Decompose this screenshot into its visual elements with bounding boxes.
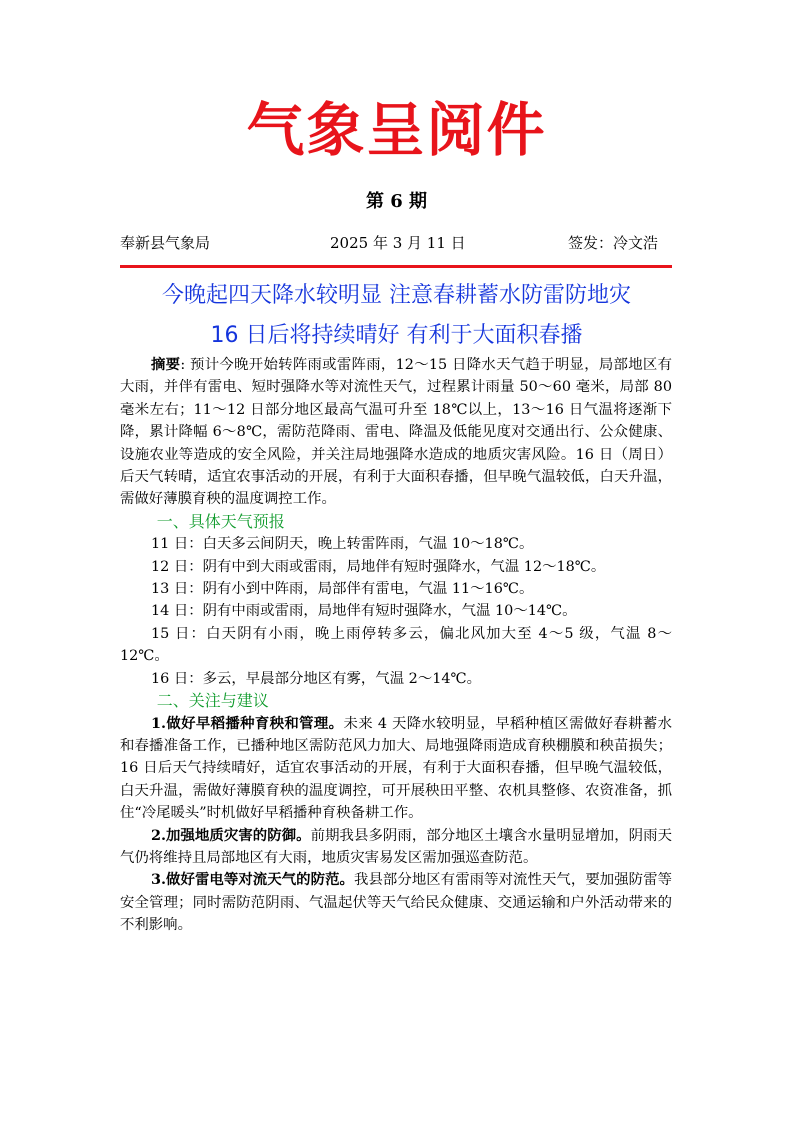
issue-number: 第 6 期 bbox=[365, 191, 428, 212]
signer: 签发：冷文浩 bbox=[568, 234, 659, 252]
issuing-organization: 奉新县气象局 bbox=[120, 234, 211, 252]
advice-lead: 2.加强地质灾害的防御。 bbox=[150, 826, 311, 844]
forecast-day-11: 11 日：白天多云间阴天，晚上转雷阵雨，气温 10～18℃。 bbox=[150, 536, 534, 553]
advice-text: 我县部分地区有雷雨等对流性天气，要加强防雷等安全管理；同时需防范阴雨、气温起伏等天气给民众健康、交通运输和户外活动带来的不利影响。 bbox=[120, 872, 672, 934]
forecast-day-13: 13 日：阴有小到中阵雨，局部伴有雷电，气温 11～16℃。 bbox=[150, 581, 534, 598]
advice-text: 未来 4 天降水较明显，早稻种植区需做好春耕蓄水和春播准备工作，已播种地区需防范风力加大、局地强降雨造成育秧棚膜和秧苗损失；16 日后天气持续晴好，适宜农事活动的开展，有利于大面积春播，但早晚气温较低，白天升温，需做好薄膜育秧的温度调控，可开展秧田平整、农机具整修、农资准备，抓住“冷尾暖头”时机做好早稻播种育秧备耕工作。 bbox=[120, 715, 673, 822]
forecast-day-12: 12 日：阴有中到大雨或雷雨，局地伴有短时强降水，气温 12～18℃。 bbox=[150, 558, 606, 575]
summary-label: 摘要 bbox=[150, 356, 181, 373]
advice-text: 前期我县多阴雨，部分地区土壤含水量明显增加，阴雨天气仍将维持且局部地区有大雨，地质灾害易发区需加强巡查防范。 bbox=[120, 827, 672, 866]
headline-line-2: 16 日后将持续晴好 有利于大面积春播 bbox=[210, 323, 583, 348]
article-body bbox=[120, 354, 672, 937]
forecast-day-14: 14 日：阴有中雨或雷雨，局地伴有短时强降水，气温 10～14℃。 bbox=[150, 603, 577, 620]
section-heading-forecast: 一、具体天气预报 bbox=[156, 511, 285, 531]
headline-line-1: 今晚起四天降水较明显 注意春耕蓄水防雷防地灾 bbox=[162, 283, 631, 308]
masthead-title: 气象呈阅件 bbox=[246, 96, 547, 164]
advice-item-2 bbox=[120, 825, 672, 870]
summary-paragraph bbox=[120, 354, 672, 511]
advice-lead: 3.做好雷电等对流天气的防范。 bbox=[150, 871, 354, 889]
red-divider bbox=[120, 265, 672, 268]
summary-text: : 预计今晚开始转阵雨或雷阵雨，12～15 日降水天气趋于明显，局部地区有大雨，并伴有雷电、短时强降水等对流性天气，过程累计雨量 50～60 毫米，局部 80 毫米左右；11～12 日部分地区最高气温可升至 18℃以上，13～16 日气温将逐渐下降，累计降幅 6～8℃，需防范降雨、雷电、降温及低能见度对交通出行、公众健康、设施农业等造成的安全风险，并关注局地强降水造成的地质灾害风险。16 日（周日）后天气转晴，适宜农事活动的开展，有利于大面积春播，但早晚气温较低，白天升温，需做好薄膜育秧的温度调控工作。 bbox=[120, 357, 672, 508]
section-heading-advice: 二、关注与建议 bbox=[156, 691, 269, 711]
forecast-day-16: 16 日：多云，早晨部分地区有雾，气温 2～14℃。 bbox=[150, 670, 482, 687]
advice-lead: 1.做好早稻播种育秧和管理。 bbox=[150, 714, 344, 732]
issue-date: 2025 年 3 月 11 日 bbox=[330, 234, 466, 252]
advice-item-1 bbox=[120, 713, 672, 825]
advice-item-3 bbox=[120, 869, 672, 936]
forecast-day-15: 15 日：白天阴有小雨，晚上雨停转多云，偏北风加大至 4～5 级，气温 8～12℃。 bbox=[120, 625, 672, 665]
